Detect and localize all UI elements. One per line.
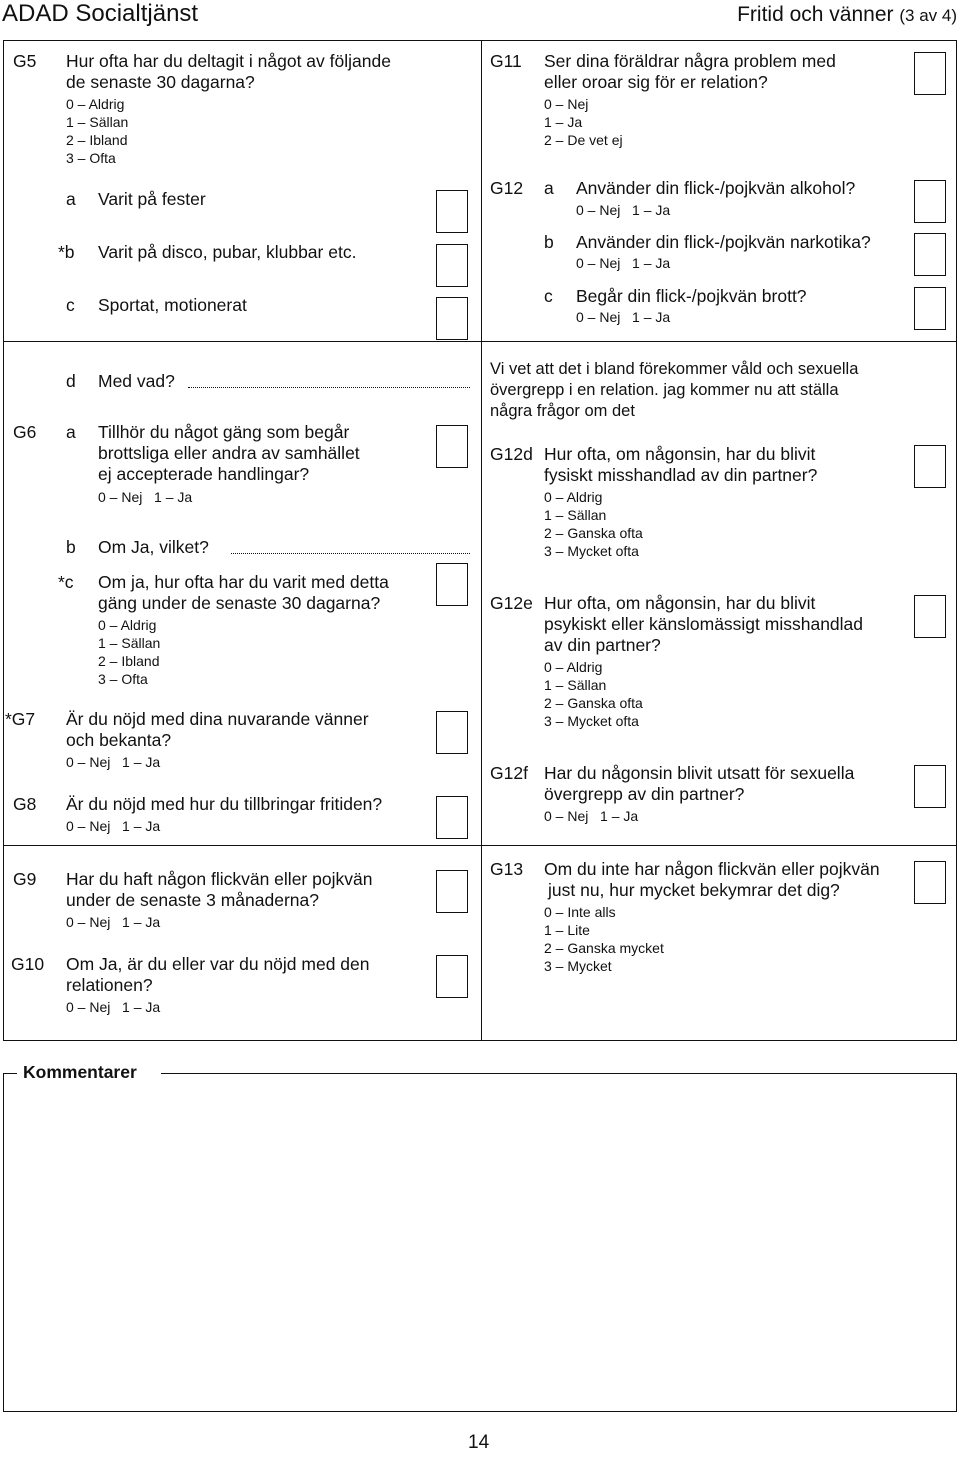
item-text: Varit på disco, pubar, klubbar etc. (98, 242, 357, 262)
answer-option: 0 – Inte alls (544, 904, 616, 920)
answer-line[interactable] (188, 387, 470, 388)
answer-box[interactable] (914, 287, 946, 330)
item-letter: b (544, 232, 554, 252)
item-text: Sportat, motionerat (98, 295, 247, 315)
answer-box[interactable] (436, 711, 468, 754)
answer-option: 1 – Sällan (544, 507, 607, 523)
item-letter: a (66, 189, 76, 209)
answer-option: 2 – Ganska ofta (544, 525, 643, 541)
answer-option: 2 – Ganska mycket (544, 940, 664, 956)
item-letter: c (544, 286, 553, 306)
answer-options: 0 – Nej 1 – Ja (66, 999, 161, 1015)
item-letter: *b (58, 242, 75, 262)
answer-option: 3 – Ofta (98, 671, 148, 687)
answer-options: 0 – Nej 1 – Ja (544, 808, 639, 824)
answer-box[interactable] (436, 955, 468, 998)
section-mid-divider (481, 341, 482, 846)
question-text: eller oroar sig för er relation? (544, 72, 768, 92)
item-letter: a (66, 422, 76, 442)
question-number: *G7 (5, 709, 36, 729)
item-text: Varit på fester (98, 189, 206, 209)
question-text: Hur ofta har du deltagit i något av följande (66, 51, 391, 71)
item-letter: d (66, 371, 76, 391)
item-letter: b (66, 537, 76, 557)
question-text: ej accepterade handlingar? (98, 464, 310, 484)
question-text: Hur ofta, om någonsin, har du blivit (544, 444, 816, 464)
intro-text: övergrepp i en relation. jag kommer nu att ställa (490, 381, 839, 399)
answer-box[interactable] (914, 861, 946, 904)
answer-option: 3 – Mycket (544, 958, 612, 974)
answer-option: 2 – Ibland (98, 653, 160, 669)
comments-top-line-left (3, 1073, 17, 1074)
question-text: relationen? (66, 975, 153, 995)
answer-options: 0 – Nej 1 – Ja (66, 818, 161, 834)
answer-option: 0 – Aldrig (66, 96, 125, 112)
answer-options: 0 – Nej 1 – Ja (66, 914, 161, 930)
answer-options: 0 – Nej 1 – Ja (576, 309, 671, 325)
question-text: Tillhör du något gäng som begår (98, 422, 350, 442)
page-number: 14 (468, 1432, 490, 1453)
question-text: övergrepp av din partner? (544, 784, 745, 804)
answer-box[interactable] (436, 425, 468, 468)
intro-text: Vi vet att det i bland förekommer våld och sexuella (490, 360, 859, 378)
page-title: ADAD Socialtjänst (2, 0, 199, 27)
question-text: Är du nöjd med hur du tillbringar fritiden? (66, 794, 383, 814)
comments-top-line-right (161, 1073, 957, 1074)
question-text: Har du någonsin blivit utsatt för sexuella (544, 763, 855, 783)
question-text: Ser dina föräldrar några problem med (544, 51, 836, 71)
question-text: Hur ofta, om någonsin, har du blivit (544, 593, 816, 613)
question-text: brottsliga eller andra av samhället (98, 443, 360, 463)
answer-box[interactable] (436, 297, 468, 340)
question-number: G10 (11, 954, 45, 974)
item-letter: a (544, 178, 554, 198)
answer-box[interactable] (914, 52, 946, 95)
answer-option: 0 – Nej (544, 96, 589, 112)
item-text: Använder din flick-/pojkvän alkohol? (576, 178, 856, 198)
question-number: G8 (13, 794, 37, 814)
question-text: Om du inte har någon flickvän eller pojkvän (544, 859, 880, 879)
answer-option: 0 – Aldrig (98, 617, 157, 633)
item-letter: c (66, 295, 75, 315)
question-number: G9 (13, 869, 37, 889)
answer-option: 0 – Aldrig (544, 659, 603, 675)
question-text: Om Ja, är du eller var du nöjd med den (66, 954, 370, 974)
question-text: de senaste 30 dagarna? (66, 72, 255, 92)
answer-box[interactable] (436, 796, 468, 839)
section-page: (3 av 4) (899, 6, 957, 25)
question-number: G12f (490, 763, 528, 783)
question-text: psykiskt eller känslomässigt misshandlad (544, 614, 864, 634)
question-number: G13 (490, 859, 524, 879)
item-letter: *c (58, 572, 74, 592)
question-number: G12 (490, 178, 524, 198)
answer-box[interactable] (914, 445, 946, 488)
answer-box[interactable] (914, 180, 946, 223)
question-text: av din partner? (544, 635, 661, 655)
question-text: just nu, hur mycket bekymrar det dig? (548, 880, 840, 900)
answer-options: 0 – Nej 1 – Ja (576, 202, 671, 218)
section-name: Fritid och vänner (737, 3, 894, 26)
question-number: G6 (13, 422, 37, 442)
question-text: Är du nöjd med dina nuvarande vänner (66, 709, 369, 729)
comments-label: Kommentarer (23, 1062, 137, 1082)
question-text: gäng under de senaste 30 dagarna? (98, 593, 381, 613)
answer-option: 3 – Ofta (66, 150, 116, 166)
answer-box[interactable] (436, 563, 468, 606)
answer-box[interactable] (436, 870, 468, 913)
comments-box[interactable] (3, 1073, 957, 1412)
answer-box[interactable] (914, 595, 946, 638)
answer-option: 1 – Ja (544, 114, 583, 130)
answer-option: 2 – De vet ej (544, 132, 623, 148)
intro-text: några frågor om det (490, 402, 635, 420)
answer-line[interactable] (231, 553, 470, 554)
question-text: under de senaste 3 månaderna? (66, 890, 319, 910)
answer-options: 0 – Nej 1 – Ja (66, 754, 161, 770)
item-text: Begår din flick-/pojkvän brott? (576, 286, 807, 306)
section-title (737, 3, 957, 27)
answer-options: 0 – Nej 1 – Ja (576, 255, 671, 271)
answer-box[interactable] (436, 190, 468, 233)
answer-box[interactable] (914, 233, 946, 276)
answer-option: 1 – Sällan (66, 114, 129, 130)
question-number: G5 (13, 51, 37, 71)
answer-options: 0 – Nej 1 – Ja (98, 489, 193, 505)
item-text: Med vad? (98, 371, 175, 391)
item-text: Använder din flick-/pojkvän narkotika? (576, 232, 871, 252)
question-text: och bekanta? (66, 730, 172, 750)
item-text: Om Ja, vilket? (98, 537, 209, 557)
question-text: Har du haft någon flickvän eller pojkvän (66, 869, 373, 889)
answer-option: 1 – Lite (544, 922, 590, 938)
question-number: G12d (490, 444, 533, 464)
answer-option: 2 – Ibland (66, 132, 128, 148)
question-number: G12e (490, 593, 533, 613)
question-text: fysiskt misshandlad av din partner? (544, 465, 818, 485)
answer-option: 3 – Mycket ofta (544, 543, 639, 559)
answer-box[interactable] (436, 244, 468, 287)
answer-option: 1 – Sällan (98, 635, 161, 651)
section-bottom-divider (481, 845, 482, 1041)
answer-option: 1 – Sällan (544, 677, 607, 693)
question-text: Om ja, hur ofta har du varit med detta (98, 572, 389, 592)
answer-option: 2 – Ganska ofta (544, 695, 643, 711)
question-number: G11 (490, 51, 522, 71)
answer-box[interactable] (914, 765, 946, 808)
answer-option: 3 – Mycket ofta (544, 713, 639, 729)
answer-option: 0 – Aldrig (544, 489, 603, 505)
